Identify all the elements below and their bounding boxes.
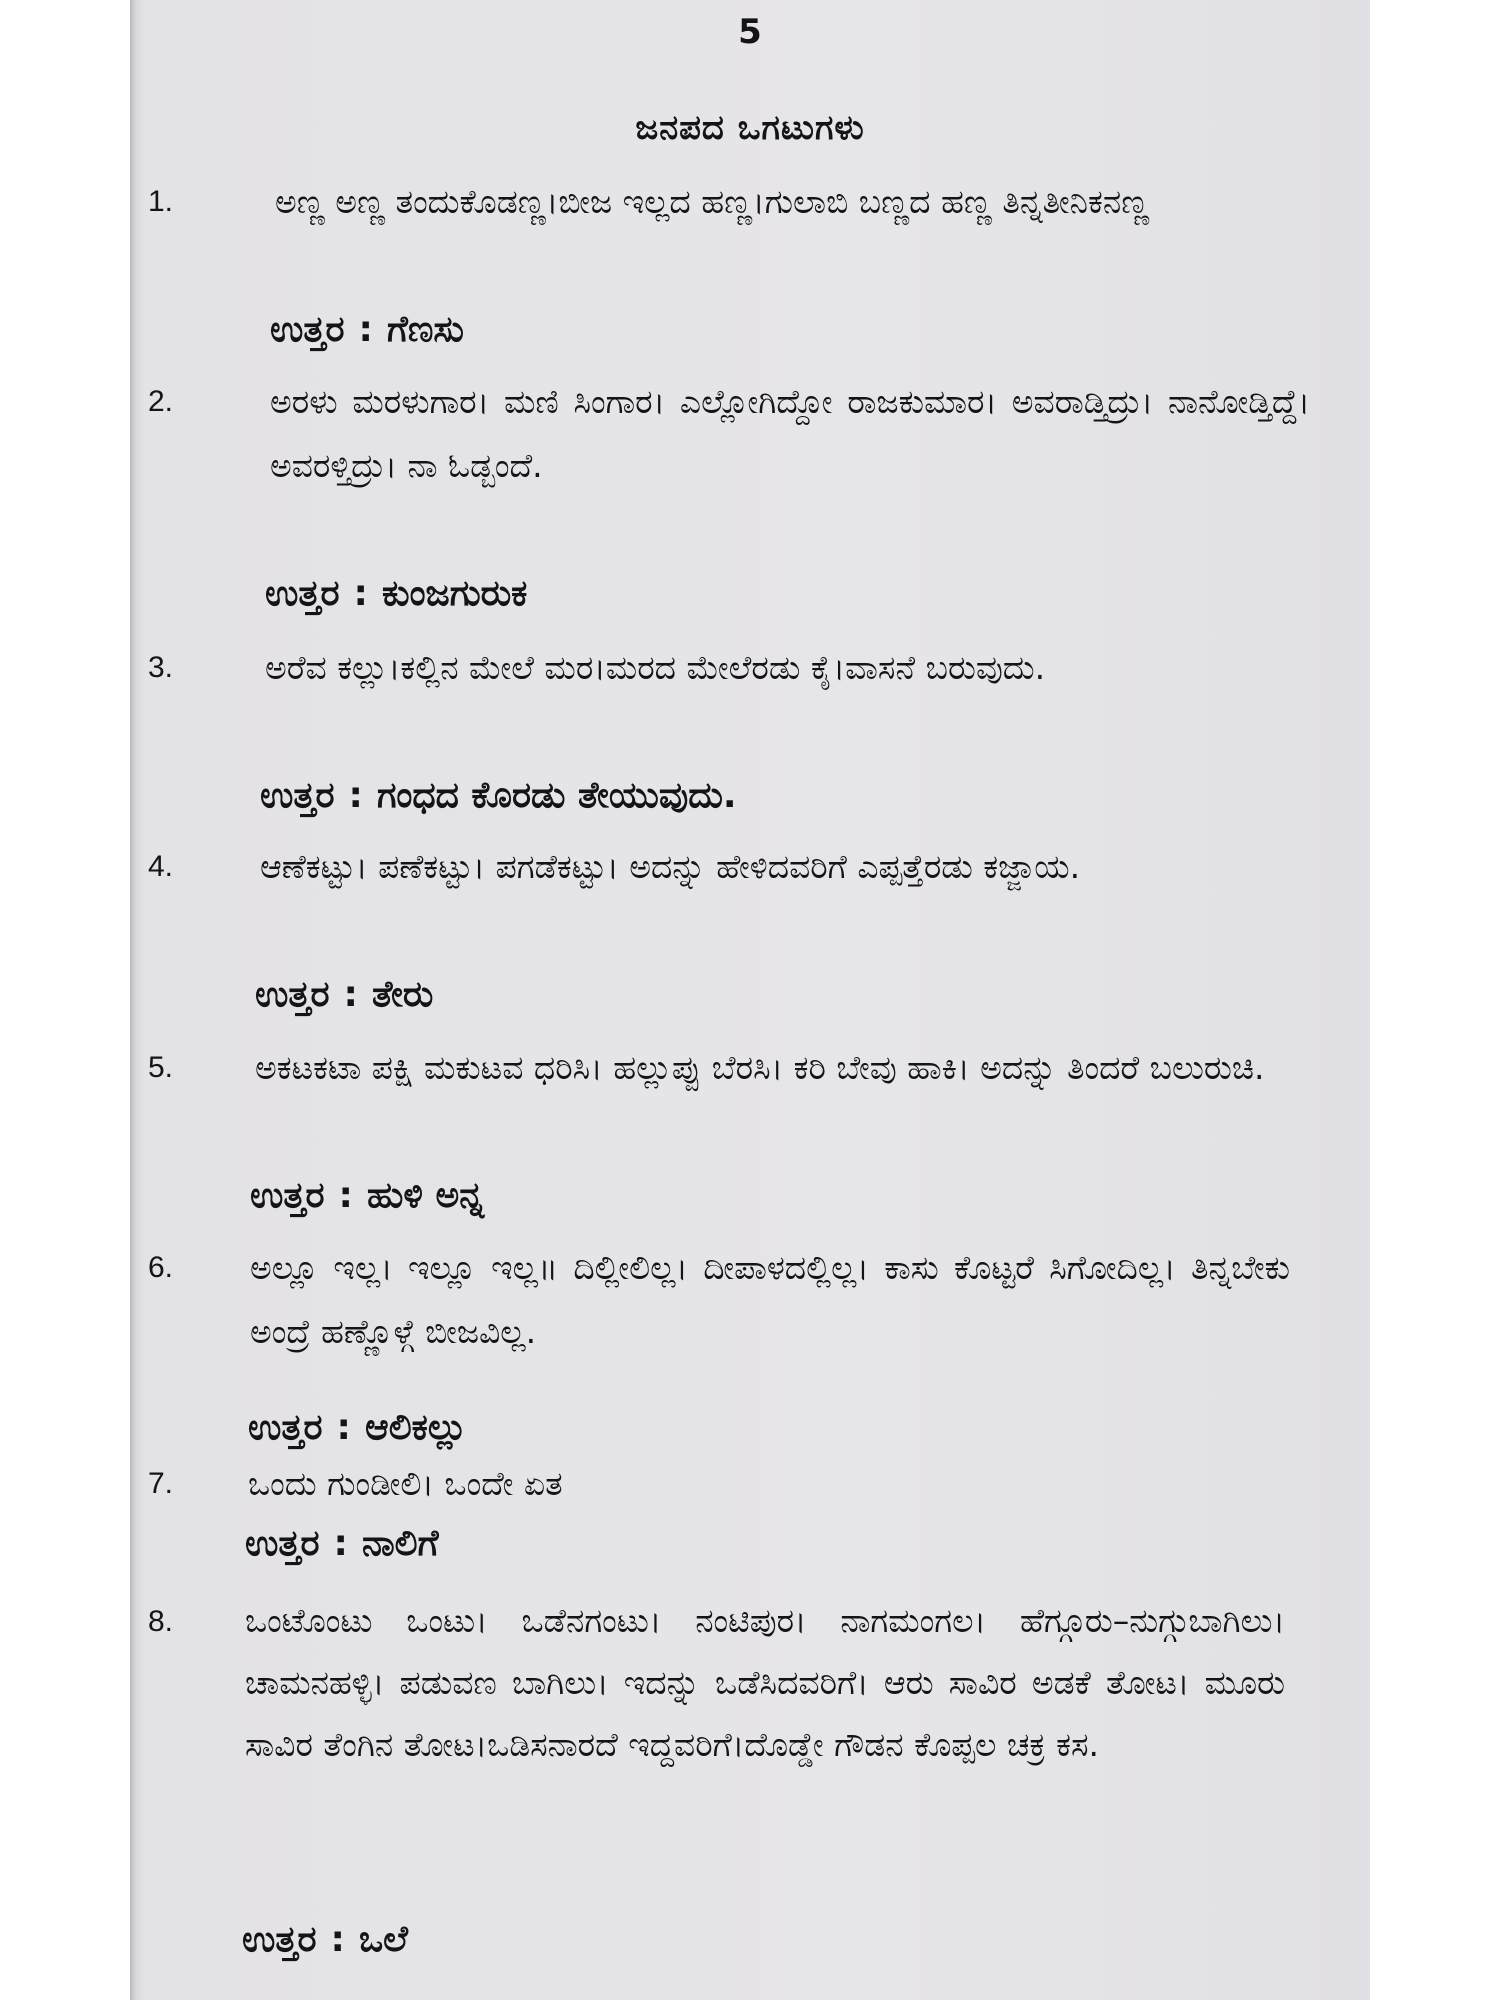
answer-text: ನಾಲಿಗೆ: [361, 1523, 439, 1564]
riddle-answer: [245, 1512, 439, 1576]
riddle-answer: [250, 1164, 484, 1228]
answer-label: ಉತ್ತರ: [248, 1407, 323, 1448]
riddle-number: 7.: [148, 1467, 174, 1500]
answer-text: ತೇರು: [371, 974, 434, 1015]
riddle-answer: [248, 1396, 467, 1460]
riddle-text: ಅಲ್ಲೂ ಇಲ್ಲ। ಇಲ್ಲೂ ಇಲ್ಲ॥ ದಿಲ್ಲೀಲಿಲ್ಲ। ದೀಪಾಳದಲ್ಲಿಲ್ಲ। ಕಾಸು ಕೊಟ್ಟರೆ ಸಿಗೋದಿಲ್ಲ। ತಿನ್ನಬೇಕು ಅಂದ್ರೆ ಹಣ್ಣೊಳ್ಗೆ ಬೀಜವಿಲ್ಲ.: [250, 1248, 1290, 1351]
riddle-answer: [260, 764, 737, 828]
riddle-answer: [270, 298, 464, 362]
answer-label: ಉತ್ತರ: [270, 309, 345, 350]
answer-text: ಗೆಣಸು: [386, 309, 464, 350]
riddle-text: ಒಂಟೊಂಟು ಒಂಟು। ಒಡೆನಗಂಟು। ನಂಟಿಪುರ। ನಾಗಮಂಗಲ। ಹೆಗ್ಗೂರು–ನುಗ್ಗುಬಾಗಿಲು। ಚಾಮನಹಳ್ಳಿ। ಪಡುವಣ ಬಾಗಿಲು। ಇದನ್ನು ಒಡೆಸಿದವರಿಗೆ। ಆರು ಸಾವಿರ ಅಡಕೆ ತೋಟ। ಮೂರು ಸಾವಿರ ತೆಂಗಿನ ತೋಟ।ಒಡಿಸನಾರದೆ ಇದ್ದವರಿಗೆ।ದೊಡ್ಡೇ ಗೌಡನ ಕೊಪ್ಪಲ ಚಕ್ರ ಕಸ.: [245, 1601, 1285, 1764]
riddle-answer: [242, 1908, 408, 1972]
answer-separator: :: [348, 775, 363, 816]
answer-label: ಉತ್ತರ: [245, 1523, 320, 1564]
riddle-text: ಆಣೆಕಟ್ಟು। ಪಣೆಕಟ್ಟು। ಪಗಡೆಕಟ್ಟು। ಅದನ್ನು ಹೇಳಿದವರಿಗೆ ಎಪ್ಪತ್ತೆರಡು ಕಜ್ಜಾಯ.: [260, 847, 1081, 886]
riddle-number: 1.: [148, 185, 174, 218]
answer-separator: :: [353, 573, 368, 614]
riddle-number: 2.: [148, 385, 174, 418]
answer-label: ಉತ್ತರ: [265, 573, 340, 614]
answer-label: ಉತ್ತರ: [250, 1175, 325, 1216]
answer-separator: :: [358, 309, 373, 350]
riddle-number: 5.: [148, 1051, 174, 1084]
riddle-text: ಅಕಟಕಟಾ ಪಕ್ಷಿ ಮಕುಟವ ಧರಿಸಿ। ಹಲ್ಲುಪ್ಪು ಬೆರಸಿ। ಕರಿ ಬೇವು ಹಾಕಿ। ಅದನ್ನು ತಿಂದರೆ ಬಲುರುಚಿ.: [255, 1048, 1265, 1087]
answer-separator: :: [336, 1407, 351, 1448]
answer-separator: :: [338, 1175, 353, 1216]
answer-text: ಹುಳಿ ಅನ್ನ: [366, 1175, 485, 1216]
answer-label: ಉತ್ತರ: [255, 974, 330, 1015]
answer-text: ಕುಂಜಗುರುಕ: [381, 573, 528, 614]
answer-label: ಉತ್ತರ: [242, 1919, 317, 1960]
riddle-number: 8.: [148, 1605, 174, 1638]
riddle-answer: [265, 562, 527, 626]
answer-text: ಗಂಧದ ಕೊರಡು ತೇಯುವುದು.: [376, 775, 737, 816]
riddle-number: 6.: [148, 1251, 174, 1284]
riddle-text: ಅಣ್ಣ ಅಣ್ಣ ತಂದುಕೊಡಣ್ಣ।ಬೀಜ ಇಲ್ಲದ ಹಣ್ಣ।ಗುಲಾಬಿ ಬಣ್ಣದ ಹಣ್ಣ ತಿನ್ನತೀನಿಕನಣ್ಣ: [275, 182, 1150, 221]
page-number: 5: [738, 12, 762, 52]
riddle-text: ಒಂದು ಗುಂಡೀಲಿ। ಒಂದೇ ಏತ: [248, 1464, 563, 1503]
riddle-answer: [255, 963, 433, 1027]
riddle-number: 4.: [148, 850, 174, 883]
riddle-text: ಅರಳು ಮರಳುಗಾರ। ಮಣಿ ಸಿಂಗಾರ। ಎಲ್ಲೋಗಿದ್ದೋ ರಾಜಕುಮಾರ। ಅವರಾಡ್ತಿದ್ರು। ನಾನೋಡ್ತಿದ್ದೆ। ಅವರಳ್ತಿದ್ರು। ನಾ ಓಡ್ಬಂದೆ.: [270, 382, 1310, 485]
answer-label: ಉತ್ತರ: [260, 775, 335, 816]
answer-separator: :: [333, 1523, 348, 1564]
book-page: [130, 0, 1370, 2000]
riddle-number: 3.: [148, 651, 174, 684]
page-title: ಜನಪದ ಒಗಟುಗಳು: [635, 108, 865, 148]
riddle-text: ಅರೆವ ಕಲ್ಲು।ಕಲ್ಲಿನ ಮೇಲೆ ಮರ।ಮರದ ಮೇಲೆರಡು ಕೈ।ವಾಸನೆ ಬರುವುದು.: [265, 648, 1046, 687]
answer-separator: :: [330, 1919, 345, 1960]
answer-separator: :: [343, 974, 358, 1015]
answer-text: ಒಲೆ: [358, 1919, 408, 1960]
answer-text: ಆಲಿಕಲ್ಲು: [364, 1407, 467, 1448]
